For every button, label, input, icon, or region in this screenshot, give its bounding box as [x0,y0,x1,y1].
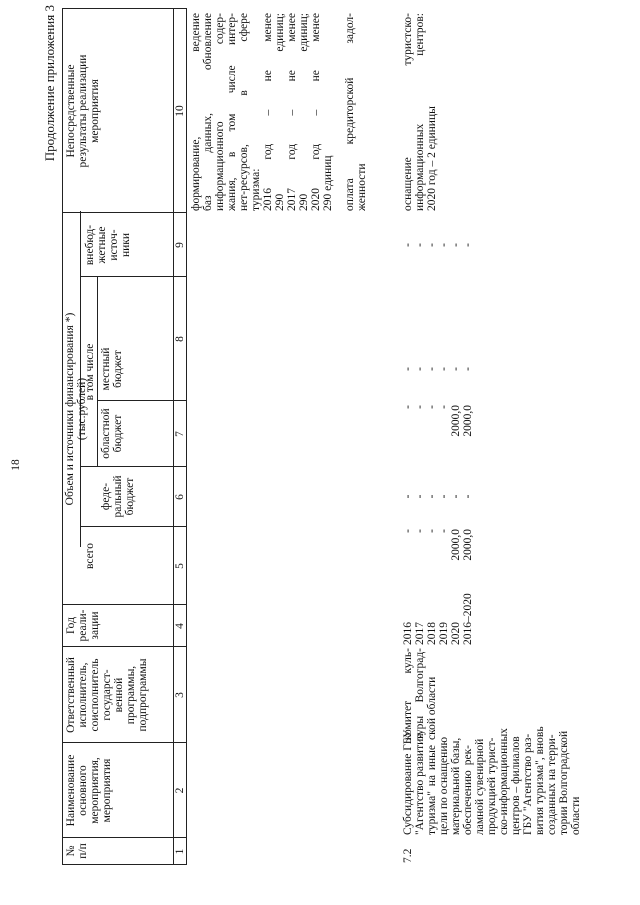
extra-cell: - [438,243,450,247]
row-7-2-regional [402,405,474,461]
results-line: нет-ресурсов, в сфере [238,13,250,211]
results-line: 290 единиц; [274,13,286,211]
col-border-4 [62,604,186,605]
federal-cell: - [402,494,414,499]
name-line: ламной сувенирной [474,738,486,835]
federal-cell: - [414,494,426,499]
name-line: ско-информационных [498,728,510,835]
year-cell: 2018 [426,622,438,645]
results-line: информационного содер- [214,13,226,211]
header-line: венной [113,677,125,713]
col-border-1 [62,837,186,838]
total-cell: - [402,529,414,533]
header-col1 [65,839,89,863]
results-line: 2020 год – не менее [310,13,322,211]
header-line: мероприятия [89,79,101,143]
column-number-2: 2 [174,787,186,794]
column-number-9: 9 [174,242,186,248]
extra-cell: - [402,243,414,247]
extra-cell: - [426,243,438,247]
col-border-6 [80,466,186,467]
header-local [100,339,124,399]
name-line: ГБУ "Агентство раз- [522,733,534,835]
total-cell: 2000,0 [450,529,462,561]
header-line: ральный [112,475,124,518]
total-cell: - [414,529,426,533]
name-line: цели по оснащению [438,736,450,835]
in-that-number-line [97,277,98,467]
header-line: мероприятия, [89,757,101,824]
header-extra [84,215,132,275]
header-line: феде- [100,482,112,511]
header-line: реали- [77,609,89,642]
results-line: 2017 год – не менее [286,13,298,211]
header-line: бюджет [124,477,136,516]
name-line: Субсидирование ГБУ [402,729,414,835]
header-line: ники [120,232,132,258]
header-federal [100,468,136,525]
regional-cell: - [402,405,414,409]
results-line: оплата кредиторской задол- [344,13,356,211]
column-number-10: 10 [174,105,186,117]
results-line: женности [356,163,368,211]
federal-cell: - [438,494,450,499]
name-line: тории Волгоградской [558,730,570,835]
name-line: туризма" на иные [426,745,438,835]
name-line: материальной базы, [450,737,462,835]
executor-line: туры Волгоград- [414,648,426,740]
col-border-8 [80,276,186,277]
col-border-left [62,864,186,865]
column-number-5: 5 [174,563,186,569]
row-7-2-results [402,13,438,211]
results-line: 290 единиц [322,155,334,211]
header-line: (тыс.рублей) [76,377,88,441]
name-line: продукцией турист- [486,737,498,835]
continuation-label: Продолжение приложения 3 [42,5,57,162]
header-line: бюджет [112,414,124,453]
row-7-1-extra [344,13,368,211]
row-7-2-local [402,339,474,399]
column-number-8: 8 [174,336,186,342]
year-cell: 2017 [414,622,426,645]
results-line: 2016 год – не менее [262,13,274,211]
local-cell: - [450,367,462,371]
col-border-right [62,8,186,9]
name-line: созданных на терри- [546,734,558,835]
local-cell: - [426,367,438,371]
header-in-that-number: в том числе [84,343,96,401]
header-line: основного [77,765,89,816]
header-line: № [65,845,77,857]
local-cell: - [462,367,474,371]
regional-cell: - [426,405,438,409]
col-border-3 [62,646,186,647]
results-line: информационных центров: [414,13,426,211]
row-7-2-number: 7.2 [402,848,414,863]
name-line: центров – филиалов [510,736,522,835]
row-7-2-extra [402,215,474,275]
regional-cell: 2000,0 [450,405,462,437]
header-total: всего [84,543,96,569]
header-line: Объем и источники финансирования *) [64,312,76,506]
header-line: мероприятия [101,758,113,823]
total-cell: - [426,529,438,533]
page-number: 18 [10,459,22,471]
results-line: 2020 год – 2 единицы [426,106,438,211]
col-border-2 [62,742,186,743]
table-top-border [62,8,63,865]
column-number-6: 6 [174,494,186,500]
row-7-2-name [402,726,582,835]
year-cell: 2019 [438,622,450,645]
column-number-4: 4 [174,623,186,629]
results-line: жания, в том числе интер- [226,13,238,211]
header-line: Непосредственные [65,64,77,158]
executor-line: комитет куль- [402,648,414,740]
results-line: баз данных, обновление [202,13,214,211]
year-cell: 2016–2020 [462,593,474,645]
header-line: результаты реализации [77,54,89,168]
row-7-2-years [402,593,474,645]
header-line: местный [100,347,112,391]
name-line: "Агентство развития [414,733,426,835]
results-line: формирование, ведение [190,13,202,211]
federal-cell: - [426,494,438,499]
header-line: источ- [108,229,120,261]
header-col10 [65,11,101,211]
table-numbers-bottom-border [186,8,187,865]
header-col4 [65,606,101,645]
header-line: жетные [96,226,108,264]
header-regional [100,402,124,465]
row-7-2-executor [402,648,438,740]
header-line: внебюд- [84,224,96,266]
local-cell: - [414,367,426,371]
row-7-2-federal [402,468,474,525]
year-cell: 2016 [402,622,414,645]
header-line: подпрограммы [137,658,149,732]
local-cell: - [402,367,414,371]
header-line: соисполнитель [89,658,101,732]
name-line: вития туризма", вновь [534,726,546,835]
header-line: бюджет [112,350,124,388]
row-7-1-results [190,13,334,211]
header-line: государст- [101,669,113,721]
header-line: Год [65,617,77,634]
local-cell: - [438,367,450,371]
extra-cell: - [414,243,426,247]
column-number-1: 1 [174,848,186,855]
regional-cell: - [438,405,450,409]
header-line: Ответственный [65,657,77,733]
total-cell: 2000,0 [462,529,474,561]
header-line: областной [100,408,112,459]
executor-line: ской области [426,676,438,740]
row-7-2-total [402,529,474,587]
federal-cell: - [450,494,462,499]
header-line: п/п [77,843,89,859]
name-line: области [570,796,582,835]
results-line: туризма: [250,168,262,211]
header-line: Наименование [65,754,77,827]
col-border-7 [97,400,186,401]
header-col2 [65,744,113,837]
results-line: 290 единиц; [298,13,310,211]
header-col3 [65,648,149,742]
extra-cell: - [462,243,474,247]
extra-cell: - [450,243,462,247]
col-border-9 [62,212,186,213]
results-line: оснащение туристско- [402,13,414,211]
total-cell: - [438,529,450,533]
regional-cell: - [414,405,426,409]
year-cell: 2020 [450,622,462,645]
column-number-3: 3 [174,692,186,698]
column-number-7: 7 [174,431,186,437]
regional-cell: 2000,0 [462,405,474,437]
header-line: исполнитель, [77,662,89,728]
header-line: зации [89,611,101,640]
federal-cell: - [462,494,474,499]
header-line: программы, [125,665,137,725]
name-line: обеспечению рек- [462,745,474,835]
